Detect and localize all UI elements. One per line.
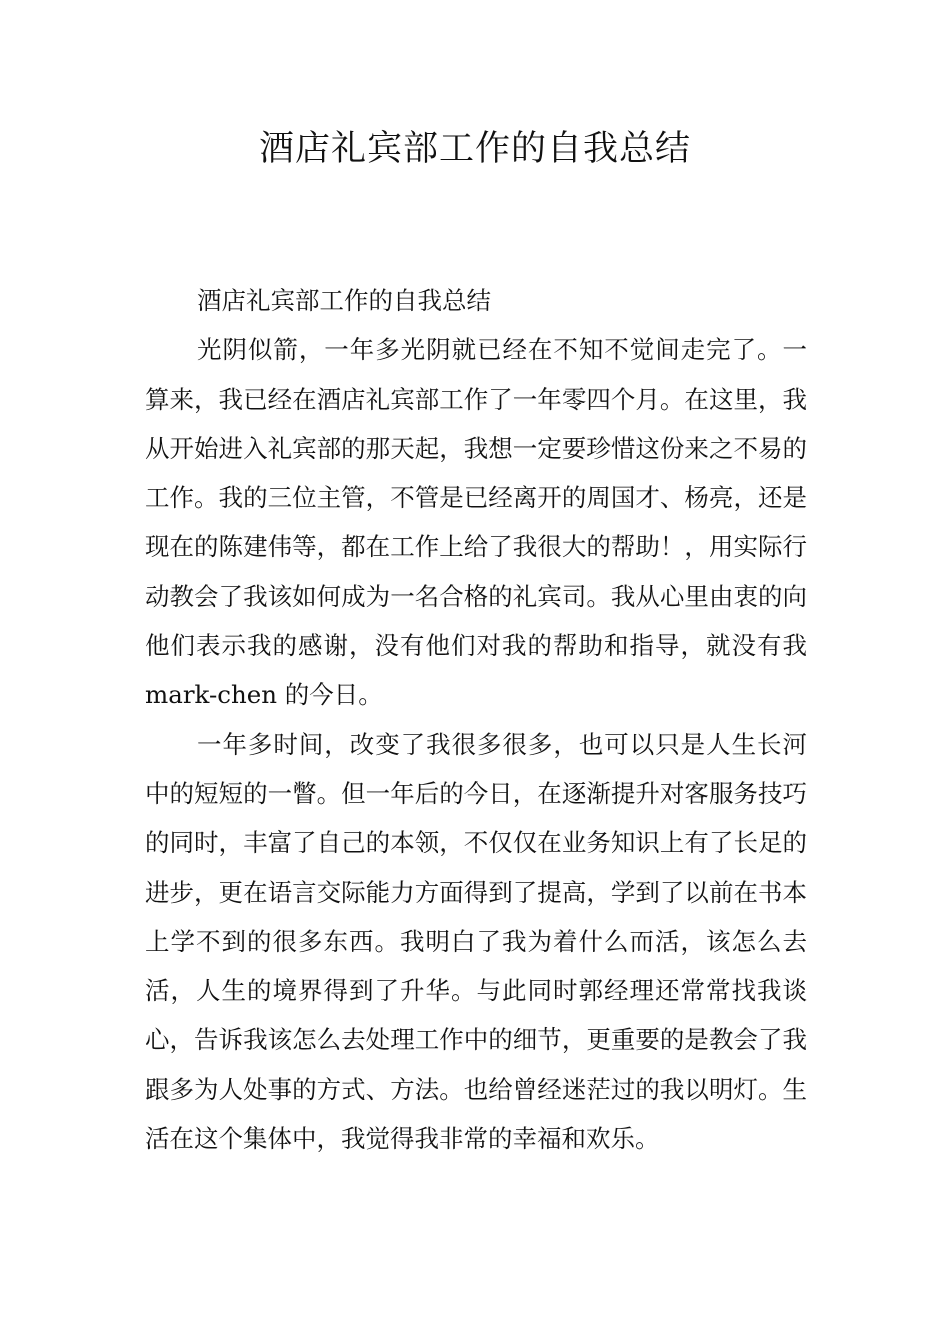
subtitle-paragraph: 酒店礼宾部工作的自我总结: [197, 286, 491, 315]
body-paragraph-1: 光阴似箭，一年多光阴就已经在不知不觉间走完了。一算来，我已经在酒店礼宾部工作了一年零四个月。在这里，我从开始进入礼宾部的那天起，我想一定要珍惜这份来之不易的工作。我的三位主管，不管是已经离开的周国才、杨亮，还是现在的陈建伟等，都在工作上给了我很大的帮助！，用实际行动教会了我该如何成为一名合格的礼宾司。我从心里由衷的向他们表示我的感谢，没有他们对我的帮助和指导，就没有我 mark-chen 的今日。: [145, 335, 807, 710]
document-title: 酒店礼宾部工作的自我总结: [258, 129, 691, 169]
body-paragraph-2: 一年多时间，改变了我很多很多，也可以只是人生长河中的短短的一瞥。但一年后的今日，在逐渐提升对客服务技巧的同时，丰富了自己的本领，不仅仅在业务知识上有了长足的进步，更在语言交际能力方面得到了提高，学到了以前在书本上学不到的很多东西。我明白了我为着什么而活，该怎么去活，人生的境界得到了升华。与此同时郭经理还常常找我谈心，告诉我该怎么去处理工作中的细节，更重要的是教会了我跟多为人处事的方式、方法。也给曾经迷茫过的我以明灯。生活在这个集体中，我觉得我非常的幸福和欢乐。: [145, 729, 807, 1154]
document-body: [145, 276, 807, 1163]
